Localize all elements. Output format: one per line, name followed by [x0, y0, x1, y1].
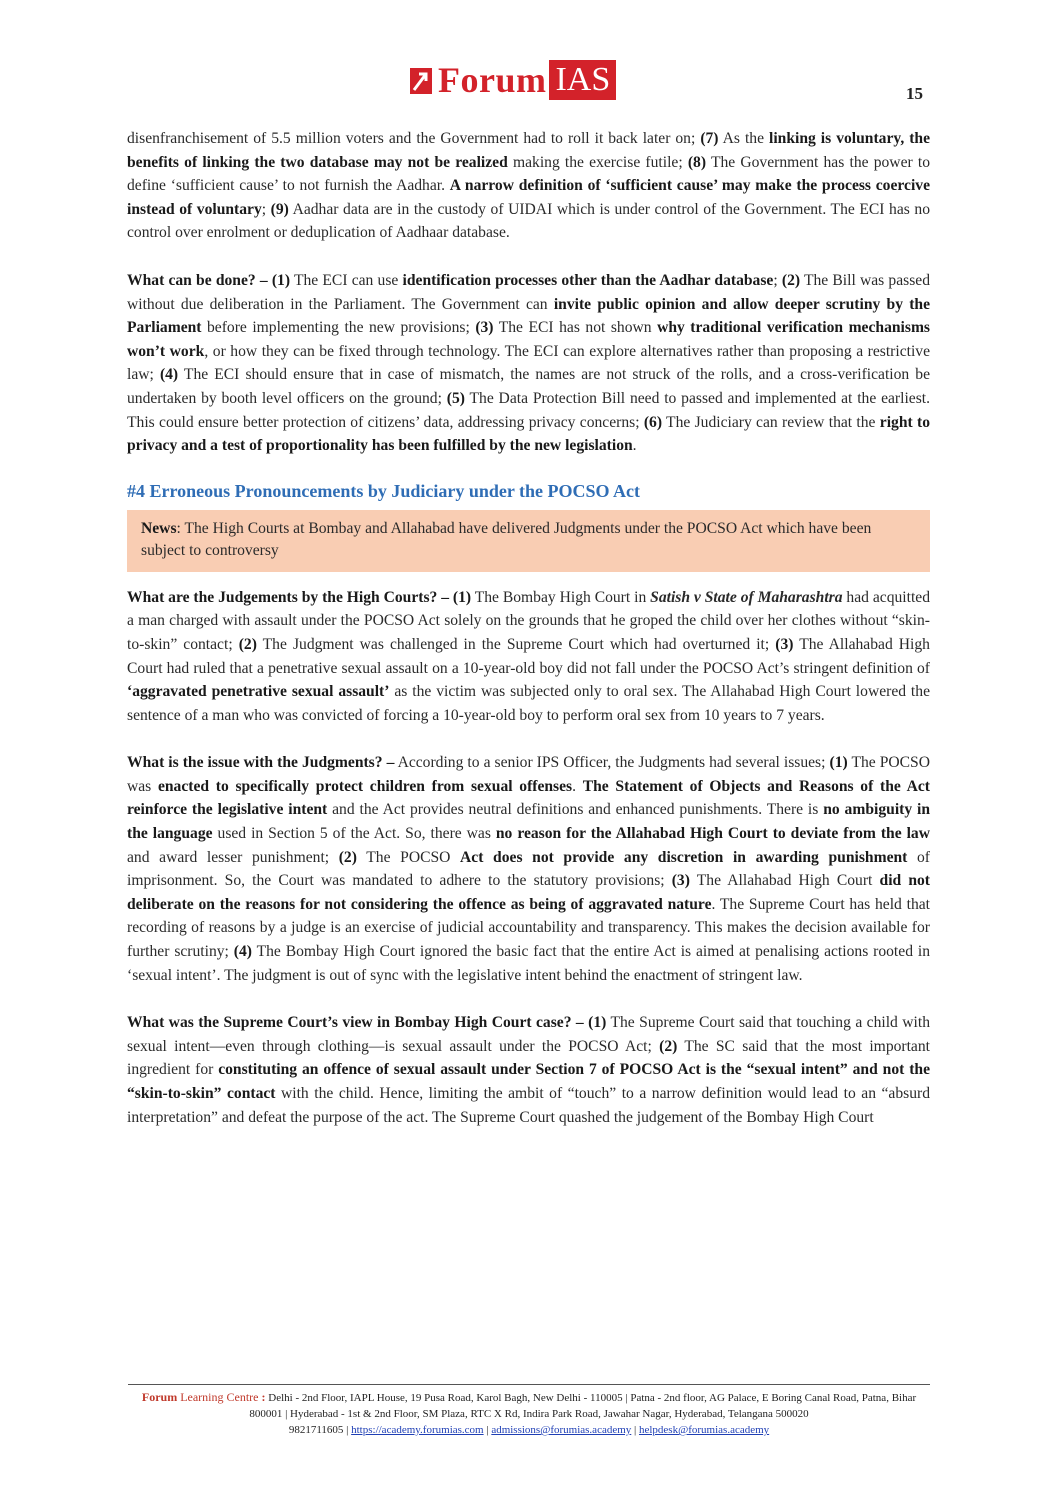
bold-text: The Statement of Objects and Reasons of the Act reinforce the legislative intent — [127, 777, 931, 819]
text: The Bombay High Court in — [471, 588, 651, 606]
text: According to a senior IPS Officer, the Judgments had several issues; — [394, 754, 830, 772]
text: making the exercise futile; — [507, 153, 688, 171]
text: The ECI has not shown — [493, 319, 658, 337]
text: as the victim was subjected only to oral sex. The Allahabad High Court lowered the sentence of a man who was convicted of forcing a 10-year-old boy to perform oral sex from 10 years to 7 years. — [127, 683, 930, 724]
text: and the Act provides neutral definitions and enhanced punishments. There is — [327, 801, 824, 819]
helpdesk-email-link[interactable]: helpdesk@forumias.academy — [638, 1424, 770, 1436]
text: had acquitted a man charged with assault under the POCSO Act solely on the grounds that he groped the child over her clothes without “skin-to-skin” contact; — [127, 588, 930, 653]
paragraph-aadhar-issues — [127, 127, 930, 245]
text: , or how they can be fixed through technology. The ECI can explore alternatives rather than proposing a restrictive law; — [127, 342, 931, 384]
text: The POCSO — [356, 848, 461, 866]
bold-text: ‘aggravated penetrative sexual assault’ — [127, 683, 390, 701]
bold-text: invite public opinion and allow deeper scrutiny by the Parliament — [127, 295, 931, 337]
text: disenfranchisement of 5.5 million voters and the Government had to roll it back later on; — [127, 130, 701, 147]
point-number: (4) — [159, 366, 179, 384]
separator: | — [343, 1424, 352, 1436]
text: The Bombay High Court ignored the basic fact that the entire Act is aimed at penalising actions rooted in ‘sexual intent’. The judgment is out of sync with the legislative intent behind the enactment of stringent law. — [127, 943, 931, 984]
point-number: (9) — [270, 200, 289, 218]
question-heading: What are the Judgements by the High Courts? – (1) — [127, 588, 472, 606]
bold-text: why traditional verification mechanisms won’t work — [127, 319, 930, 360]
paragraph-issues — [127, 751, 930, 987]
point-number: (3) — [475, 319, 494, 337]
footer-address-text: Delhi - 2nd Floor, IAPL House, 19 Pusa Road, Karol Bagh, New Delhi - 110005 | Patna - 2nd floor, AG Palace, E Boring Canal Road, Patna, Bihar 800001 | Hyderabad - 1st & 2nd Floor, SM Plaza, RTC X Rd, Indira Park Road, Jawahar Nagar, Hyderabad, Telangana 500020 — [249, 1392, 917, 1420]
logo-forum-text: Forum — [438, 60, 547, 100]
bold-text: A narrow definition of ‘sufficient cause’ may make the process coercive instead of voluntary — [127, 177, 931, 218]
point-number: (6) — [643, 413, 663, 431]
text: . — [632, 437, 637, 455]
bold-text: Act does not provide any discretion in awarding punishment — [460, 848, 908, 866]
point-number: (2) — [659, 1037, 678, 1055]
point-number: (5) — [446, 389, 465, 407]
point-number: (8) — [687, 153, 707, 171]
text: The Judiciary can review that the — [662, 413, 880, 431]
text: The ECI can use — [290, 271, 403, 289]
footer-forum: Forum — [141, 1390, 178, 1404]
bold-text: no reason for the Allahabad High Court to deviate from the law — [495, 825, 930, 843]
footer-address — [128, 1389, 930, 1422]
academy-link[interactable]: https://academy.forumias.com — [351, 1424, 484, 1436]
paragraph-judgements — [127, 586, 930, 728]
text: The SC said that the most important ingredient for — [127, 1037, 930, 1079]
paragraph-what-can-be-done — [127, 269, 930, 458]
section-heading: #4 Erroneous Pronouncements by Judiciary under the POCSO Act — [127, 480, 641, 501]
point-number: (2) — [238, 635, 257, 653]
footer-learning-centre: Learning Centre — [177, 1390, 259, 1404]
text: The ECI should ensure that in case of mismatch, the names are not struck of the rolls, and a cross-verification be undertaken by booth level officers on the ground; — [127, 366, 931, 407]
point-number: (3) — [671, 872, 690, 890]
text: Aadhar data are in the custody of UIDAI which is under control of the Government. The ECI has no control over enrolment or deduplication of Aadhaar database. — [127, 200, 930, 242]
point-number: (3) — [775, 635, 794, 653]
footer-colon: : — [258, 1390, 266, 1404]
news-box — [127, 510, 930, 572]
point-number: (4) — [233, 943, 252, 961]
text: . The Supreme Court has held that recording of reasons by a judge is an exercise of judicial accountability and transparency. This makes the decision available for further scrutiny; — [127, 895, 931, 961]
text: The Allahabad High Court — [689, 872, 880, 890]
bold-text: did not deliberate on the reasons for not considering the offence as being of aggravated nature — [127, 872, 930, 913]
text: . — [572, 777, 583, 795]
separator: | — [631, 1424, 639, 1436]
question-heading: What can be done? – (1) — [127, 271, 291, 289]
bold-text: constituting an offence of sexual assault under Section 7 of POCSO Act is the “sexual intent” and not the “skin-to-skin” contact — [127, 1061, 930, 1102]
text: The POCSO was — [127, 754, 930, 795]
text: The Government has the power to define ‘sufficient cause’ to not furnish the Aadhar. — [127, 153, 931, 195]
footer-phone: 9821711605 — [288, 1424, 344, 1436]
bold-text: linking is voluntary, the benefits of linking the two database may not be realized — [127, 130, 930, 171]
point-number: (2) — [781, 271, 801, 289]
point-number: (7) — [700, 130, 719, 147]
page-content — [127, 127, 930, 1129]
bold-text: right to privacy and a test of proportionality has been fulfilled by the new legislation — [127, 413, 930, 455]
bold-text: enacted to specifically protect children from sexual offenses — [157, 777, 573, 795]
text: ; — [261, 200, 271, 218]
news-text: : The High Courts at Bombay and Allahabad have delivered Judgments under the POCSO Act which have been subject to controversy — [141, 519, 872, 559]
paragraph-supreme-court-view — [127, 1011, 930, 1129]
bold-text: no ambiguity in the language — [127, 801, 931, 843]
question-heading: What was the Supreme Court’s view in Bombay High Court case? – (1) — [127, 1014, 607, 1032]
separator: | — [483, 1424, 492, 1436]
point-number: (2) — [338, 848, 357, 866]
point-number: (1) — [829, 754, 848, 772]
text: The Supreme Court said that touching a child with sexual intent—even through clothing—is sexual assault under the POCSO Act; — [127, 1014, 930, 1055]
bold-text: identification processes other than the Aadhar database — [402, 271, 774, 289]
arrow-logo-icon — [410, 60, 432, 100]
text: used in Section 5 of the Act. So, there was — [212, 825, 496, 843]
footer-contacts — [128, 1422, 930, 1438]
text: As the — [718, 130, 769, 147]
forumias-logo — [410, 60, 616, 100]
news-label: News — [141, 519, 177, 537]
text: The Judgment was challenged in the Supreme Court which had overturned it; — [256, 635, 776, 653]
page-footer — [128, 1384, 930, 1438]
page-number: 15 — [906, 84, 923, 103]
case-name: Satish v State of Maharashtra — [650, 588, 843, 606]
text: The Allahabad High Court had ruled that a penetrative sexual assault on a 10-year-old boy did not fall under the POCSO Act’s stringent definition of — [127, 635, 930, 677]
text: of imprisonment. So, the Court was mandated to adhere to the statutory provisions; — [127, 848, 930, 890]
text: ; — [773, 271, 782, 289]
admissions-email-link[interactable]: admissions@forumias.academy — [491, 1424, 632, 1436]
text: with the child. Hence, limiting the ambit of “touch” to a narrow definition would lead to an “absurd interpretation” and defeat the purpose of the act. The Supreme Court quashed the judgement of the Bombay High Court — [127, 1085, 931, 1126]
question-heading: What is the issue with the Judgments? – — [127, 754, 395, 772]
text: before implementing the new provisions; — [201, 319, 476, 337]
text: The Data Protection Bill need to passed and implemented at the earliest. This could ensure better protection of citizens’ data, addressing privacy concerns; — [127, 389, 930, 431]
logo-ias-text: IAS — [549, 60, 616, 100]
text: The Bill was passed without due deliberation in the Parliament. The Government can — [127, 271, 931, 313]
text: and award lesser punishment; — [127, 848, 339, 866]
